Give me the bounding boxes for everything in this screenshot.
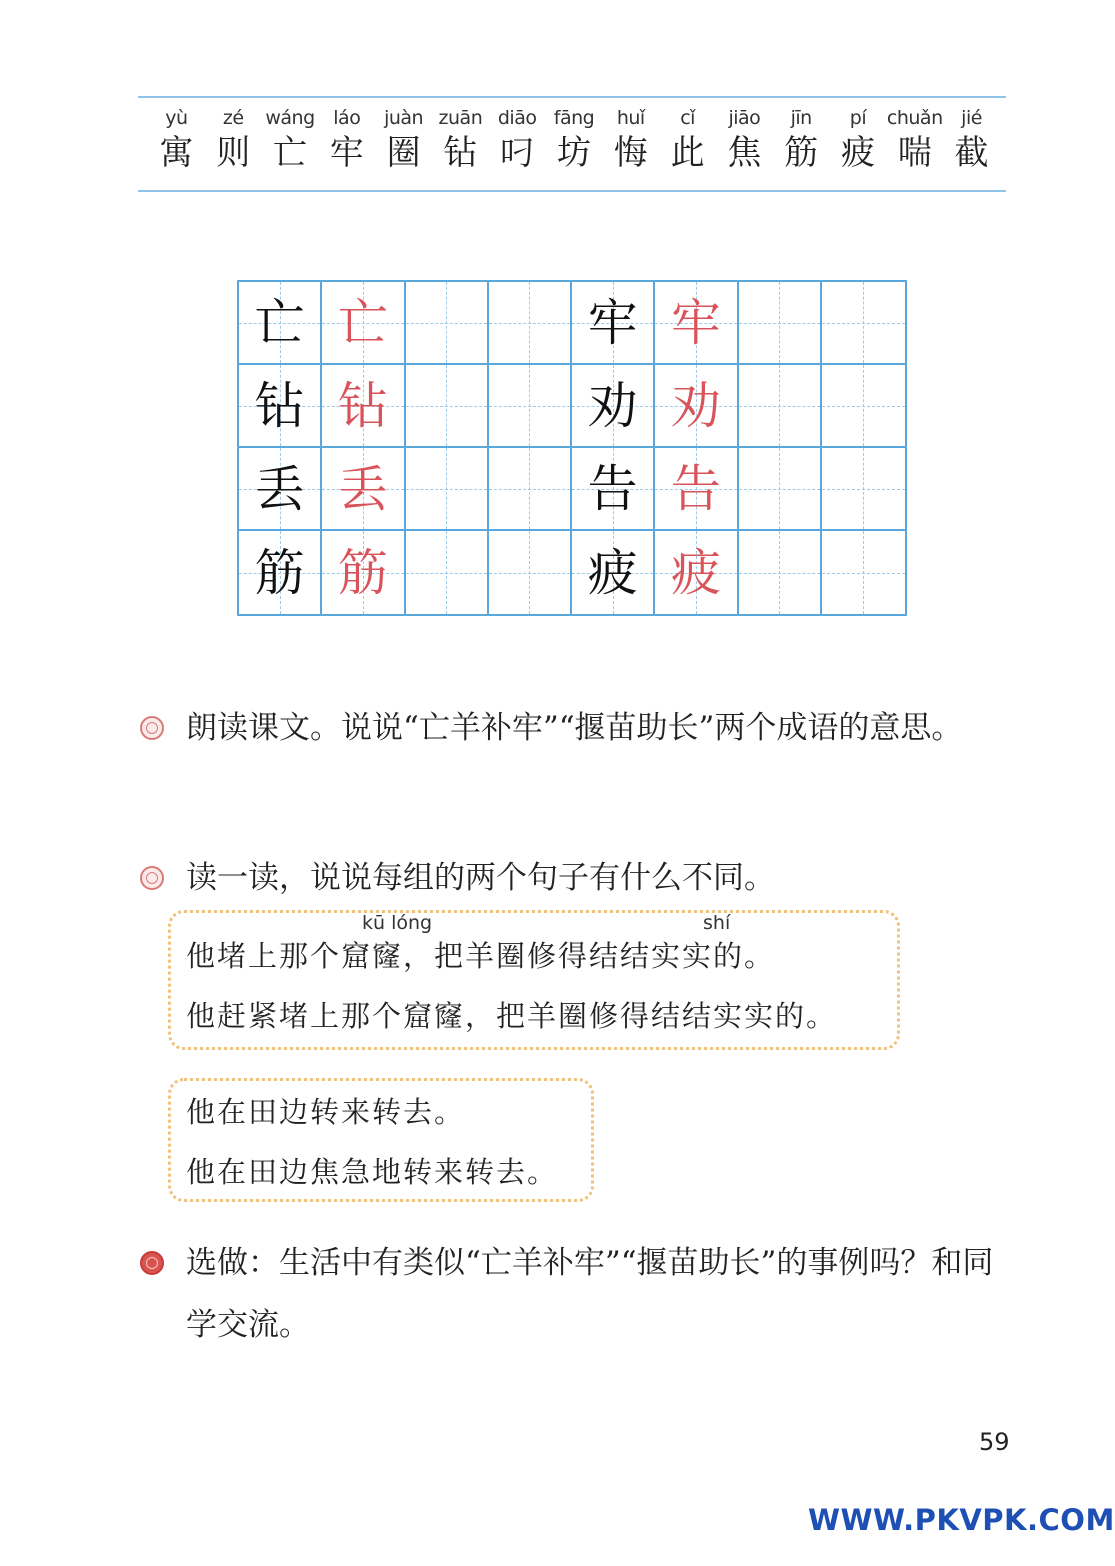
sentence-line: 他堵上那个窟窿，把羊圈修得结结实实的。 — [186, 939, 776, 973]
trace-character: 筋 — [337, 543, 388, 602]
pinyin-note-kulong: kū lóng — [362, 912, 433, 934]
vocab-pinyin: pí — [849, 107, 867, 129]
model-character-cell — [572, 282, 655, 365]
blank-practice-cell — [489, 448, 572, 531]
vocab-item — [148, 106, 205, 176]
trace-character: 劝 — [670, 376, 721, 435]
model-character-cell — [572, 448, 655, 531]
vocab-item — [830, 106, 887, 176]
trace-character-cell — [655, 448, 738, 531]
vocab-pinyin: fāng — [553, 107, 595, 129]
blank-practice-cell — [406, 531, 489, 614]
exercise-seal-icon — [140, 716, 164, 740]
vocab-item — [432, 106, 489, 176]
model-character-cell — [239, 365, 322, 448]
writing-practice-grid — [237, 280, 907, 616]
trace-character-cell — [655, 365, 738, 448]
blank-practice-cell — [822, 282, 905, 365]
blank-practice-cell — [406, 448, 489, 531]
blank-practice-cell — [406, 365, 489, 448]
vocab-hanzi: 牢 — [329, 133, 364, 173]
vocab-item — [205, 106, 262, 176]
pinyin-note-shi: shí — [703, 912, 731, 934]
trace-character: 告 — [670, 459, 721, 518]
blank-practice-cell — [822, 448, 905, 531]
vocab-pinyin: jiāo — [728, 107, 761, 129]
model-character: 钻 — [254, 376, 305, 435]
exercise-2-text: 读一读，说说每组的两个句子有什么不同。 — [186, 860, 775, 896]
sentence-line: 他赶紧堵上那个窟窿，把羊圈修得结结实实的。 — [186, 999, 838, 1033]
blank-practice-cell — [406, 282, 489, 365]
trace-character-cell — [322, 282, 405, 365]
vocab-pinyin: cǐ — [680, 107, 695, 129]
trace-character: 钻 — [337, 376, 388, 435]
vocab-item — [943, 106, 1000, 176]
blank-practice-cell — [739, 448, 822, 531]
exercise-seal-icon — [140, 866, 164, 890]
vocab-hanzi: 截 — [954, 133, 989, 173]
vocab-hanzi: 焦 — [727, 133, 762, 173]
vocab-pinyin: huǐ — [616, 107, 645, 129]
blank-practice-cell — [489, 282, 572, 365]
model-character: 疲 — [587, 543, 638, 602]
model-character: 牢 — [587, 293, 638, 352]
vocab-item — [262, 106, 319, 176]
trace-character: 亡 — [337, 293, 388, 352]
vocab-item — [886, 106, 943, 176]
vocab-hanzi: 喘 — [897, 133, 932, 173]
vocab-item — [659, 106, 716, 176]
blank-practice-cell — [739, 365, 822, 448]
model-character: 亡 — [254, 293, 305, 352]
vocab-item — [375, 106, 432, 176]
blank-practice-cell — [489, 531, 572, 614]
watermark: WWW.PKVPK.COM — [808, 1503, 1115, 1537]
vocab-hanzi: 坊 — [556, 133, 591, 173]
vocab-hanzi: 钻 — [443, 133, 478, 173]
model-character: 丢 — [254, 459, 305, 518]
exercise-1-text: 朗读课文。说说“亡羊补牢”“揠苗助长”两个成语的意思。 — [186, 710, 963, 746]
page-number: 59 — [979, 1428, 1010, 1456]
blank-practice-cell — [822, 531, 905, 614]
model-character: 告 — [587, 459, 638, 518]
vocab-hanzi: 此 — [670, 133, 705, 173]
vocab-item — [546, 106, 603, 176]
vocab-item — [773, 106, 830, 176]
vocab-hanzi: 疲 — [840, 133, 875, 173]
model-character-cell — [239, 282, 322, 365]
vocab-pinyin: yù — [165, 107, 188, 129]
trace-character-cell — [655, 531, 738, 614]
model-character-cell — [572, 531, 655, 614]
vocab-hanzi: 寓 — [159, 133, 194, 173]
vocab-item — [489, 106, 546, 176]
model-character: 筋 — [254, 543, 305, 602]
exercise-3-text: 选做：生活中有类似“亡羊补牢”“揠苗助长”的事例吗？和同学交流。 — [186, 1245, 994, 1343]
vocab-pinyin: chuǎn — [886, 107, 943, 129]
vocab-hanzi: 悔 — [613, 133, 648, 173]
vocab-pinyin: jié — [961, 107, 982, 129]
vocab-hanzi: 亡 — [272, 133, 307, 173]
sentence-line: 他在田边焦急地转来转去。 — [186, 1155, 559, 1189]
trace-character: 疲 — [670, 543, 721, 602]
vocab-pinyin: zé — [222, 107, 244, 129]
trace-character: 丢 — [337, 459, 388, 518]
vocab-pinyin: jīn — [790, 107, 812, 129]
trace-character-cell — [322, 448, 405, 531]
blank-practice-cell — [489, 365, 572, 448]
vocab-hanzi: 筋 — [784, 133, 819, 173]
trace-character: 牢 — [670, 293, 721, 352]
vocab-item — [716, 106, 773, 176]
sentence-line: 他在田边转来转去。 — [186, 1095, 466, 1129]
vocabulary-strip — [138, 96, 1006, 192]
model-character: 劝 — [587, 376, 638, 435]
vocab-item — [318, 106, 375, 176]
trace-character-cell — [322, 365, 405, 448]
vocab-pinyin: zuān — [438, 107, 483, 129]
vocab-pinyin: juàn — [384, 107, 424, 129]
vocabulary-row — [148, 106, 1000, 176]
vocab-item — [602, 106, 659, 176]
trace-character-cell — [322, 531, 405, 614]
model-character-cell — [572, 365, 655, 448]
vocab-hanzi: 则 — [216, 133, 251, 173]
trace-character-cell — [655, 282, 738, 365]
blank-practice-cell — [822, 365, 905, 448]
vocab-hanzi: 叼 — [500, 133, 535, 173]
optional-exercise-seal-icon — [140, 1251, 164, 1275]
vocab-pinyin: diāo — [497, 107, 537, 129]
blank-practice-cell — [739, 282, 822, 365]
model-character-cell — [239, 531, 322, 614]
vocab-hanzi: 圈 — [386, 133, 421, 173]
vocab-pinyin: láo — [333, 107, 361, 129]
blank-practice-cell — [739, 531, 822, 614]
model-character-cell — [239, 448, 322, 531]
vocab-pinyin: wáng — [265, 107, 315, 129]
